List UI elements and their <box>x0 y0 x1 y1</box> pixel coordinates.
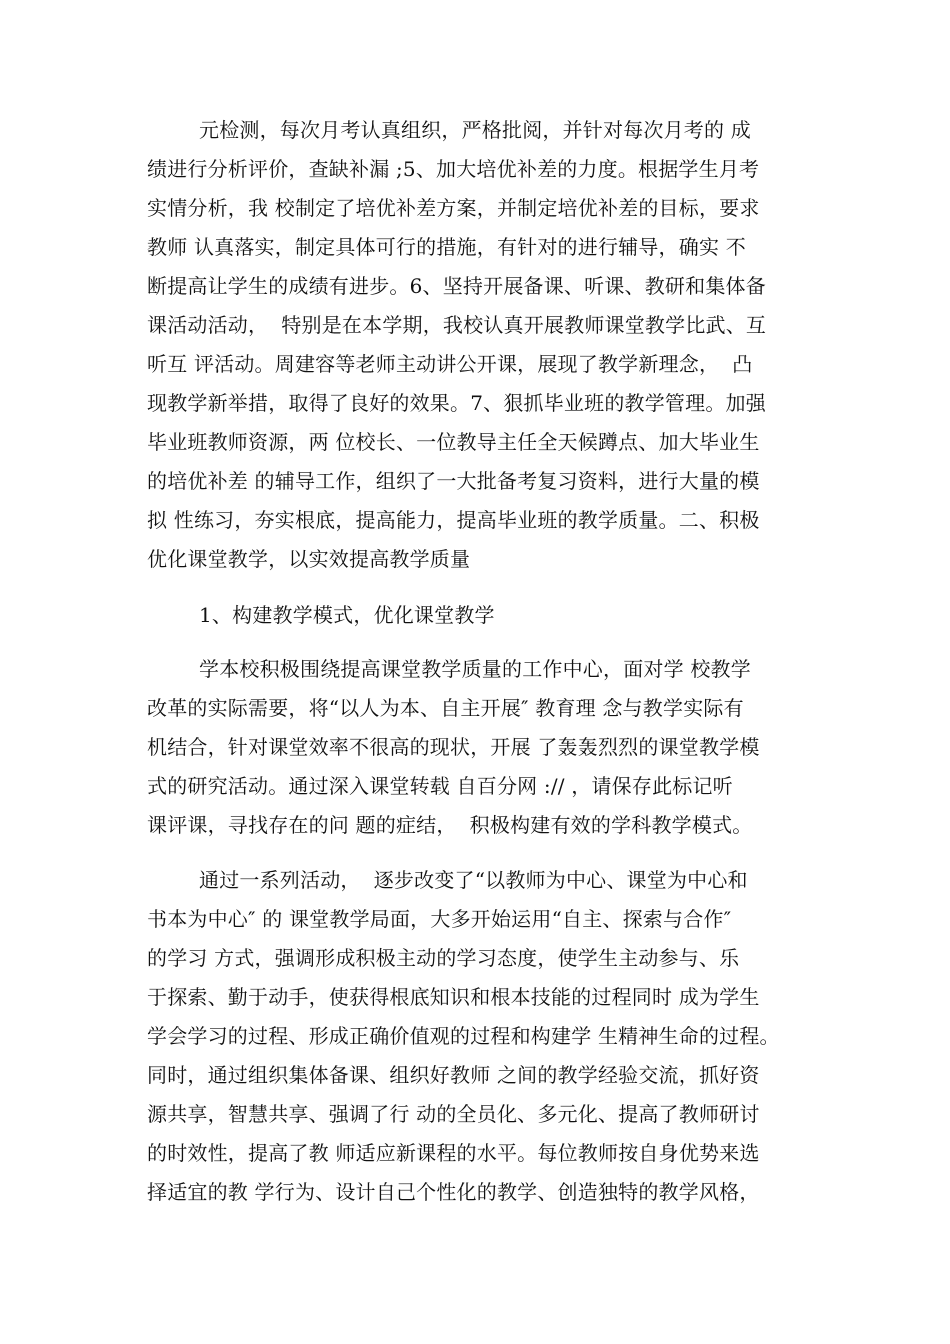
text-line: 听互 评活动。周建容等老师主动讲公开课，展现了教学新理念， 凸 <box>147 352 753 376</box>
text-line: 优化课堂教学，以实效提高教学质量 <box>147 547 471 571</box>
text-line: 断提高让学生的成绩有进步。6、坚持开展备课、听课、教研和集体备 <box>147 274 766 298</box>
text-line: 同时，通过组织集体备课、组织好教师 之间的教学经验交流，抓好资 <box>147 1063 760 1087</box>
text-line: 现教学新举措，取得了良好的效果。7、狠抓毕业班的教学管理。加强 <box>147 391 766 415</box>
text-line: 改革的实际需要，将“以人为本、自主开展″ 教育理 念与教学实际有 <box>147 696 744 720</box>
text-line: 的学习 方式，强调形成积极主动的学习态度，使学生主动参与、乐 <box>147 946 740 970</box>
text-line: 课评课，寻找存在的问 题的症结， 积极构建有效的学科教学模式。 <box>147 813 753 837</box>
text-line: 书本为中心″ 的 课堂教学局面，大多开始运用“自主、探索与合作″ <box>147 907 732 931</box>
text-line: 的培优补差 的辅导工作，组织了一大批备考复习资料，进行大量的模 <box>147 469 760 493</box>
text-line: 的时效性，提高了教 师适应新课程的水平。每位教师按自身优势来选 <box>147 1141 760 1165</box>
text-line: 绩进行分析评价，查缺补漏 ;5、加大培优补差的力度。根据学生月考 <box>147 157 760 181</box>
text-line: 课活动活动， 特别是在本学期，我校认真开展教师课堂教学比武、互 <box>147 313 767 337</box>
text-line: 于探索、勤于动手，使获得根底知识和根本技能的过程同时 成为学生 <box>147 985 760 1009</box>
text-line: 实情分析，我 校制定了培优补差方案，并制定培优补差的目标，要求 <box>147 196 760 220</box>
section-heading: 1、构建教学模式，优化课堂教学 <box>199 603 495 627</box>
text-line: 拟 性练习，夯实根底，提高能力，提高毕业班的教学质量。二、积极 <box>147 508 760 532</box>
text-line: 元检测，每次月考认真组织，严格批阅，并针对每次月考的 成 <box>199 118 751 142</box>
text-line: 学会学习的过程、形成正确价值观的过程和构建学 生精神生命的过程。 <box>147 1024 780 1048</box>
text-line: 择适宜的教 学行为、设计自己个性化的教学、创造独特的教学风格， <box>147 1180 760 1204</box>
text-line: 机结合，针对课堂效率不很高的现状，开展 了轰轰烈烈的课堂教学模 <box>147 735 760 759</box>
text-line: 教师 认真落实，制定具体可行的措施，有针对的进行辅导，确实 不 <box>147 235 746 259</box>
text-line: 学本校积极围绕提高课堂教学质量的工作中心，面对学 校教学 <box>199 657 751 681</box>
text-line: 式的研究活动。通过深入课堂转载 自百分网 :// ，请保存此标记听 <box>147 774 733 798</box>
text-line: 源共享，智慧共享、强调了行 动的全员化、多元化、提高了教师研讨 <box>147 1102 760 1126</box>
text-line: 毕业班教师资源，两 位校长、一位教导主任全天候蹲点、加大毕业生 <box>147 430 760 454</box>
text-line: 通过一系列活动， 逐步改变了“以教师为中心、课堂为中心和 <box>199 868 748 892</box>
